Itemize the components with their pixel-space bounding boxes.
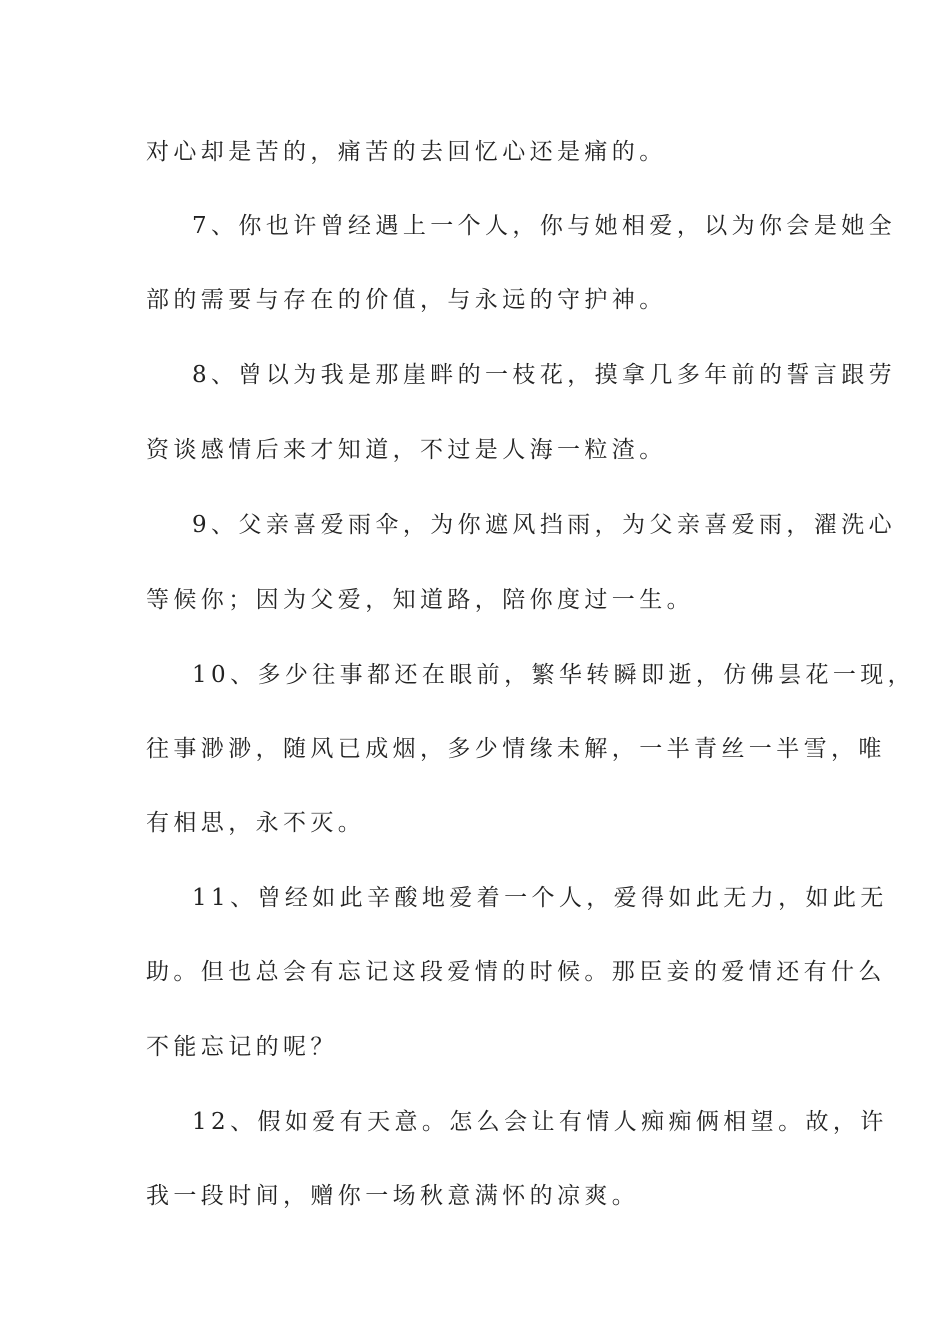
paragraph-11-line-3: 不能忘记的呢？	[146, 1034, 338, 1060]
paragraph-11-line-1: 11、曾经如此辛酸地爱着一个人，爱得如此无力，如此无	[192, 885, 888, 911]
paragraph-12-line-2: 我一段时间，赠你一场秋意满怀的凉爽。	[146, 1183, 640, 1209]
paragraph-7-line-1: 7、你也许曾经遇上一个人，你与她相爱，以为你会是她全	[192, 213, 897, 239]
paragraph-9-line-1: 9、父亲喜爱雨伞，为你遮风挡雨，为父亲喜爱雨，濯洗心	[192, 512, 897, 538]
paragraph-10-line-2: 往事渺渺，随风已成烟，多少情缘未解，一半青丝一半雪，唯	[146, 736, 886, 762]
paragraph-12-line-1: 12、假如爱有天意。怎么会让有情人痴痴俩相望。故，许	[192, 1109, 888, 1135]
text-line: 对心却是苦的，痛苦的去回忆心还是痛的。	[146, 139, 667, 165]
paragraph-9-line-2: 等候你；因为父爱，知道路，陪你度过一生。	[146, 587, 694, 613]
paragraph-10-line-3: 有相思，永不灭。	[146, 810, 366, 836]
paragraph-8-line-2: 资谈感情后来才知道，不过是人海一粒渣。	[146, 437, 667, 463]
paragraph-8-line-1: 8、曾以为我是那崖畔的一枝花，摸拿几多年前的誓言跟劳	[192, 362, 897, 388]
paragraph-11-line-2: 助。但也总会有忘记这段爱情的时候。那臣妾的爱情还有什么	[146, 959, 886, 985]
paragraph-7-line-2: 部的需要与存在的价值，与永远的守护神。	[146, 287, 667, 313]
paragraph-10-line-1: 10、多少往事都还在眼前，繁华转瞬即逝，仿佛昙花一现，	[192, 662, 916, 688]
